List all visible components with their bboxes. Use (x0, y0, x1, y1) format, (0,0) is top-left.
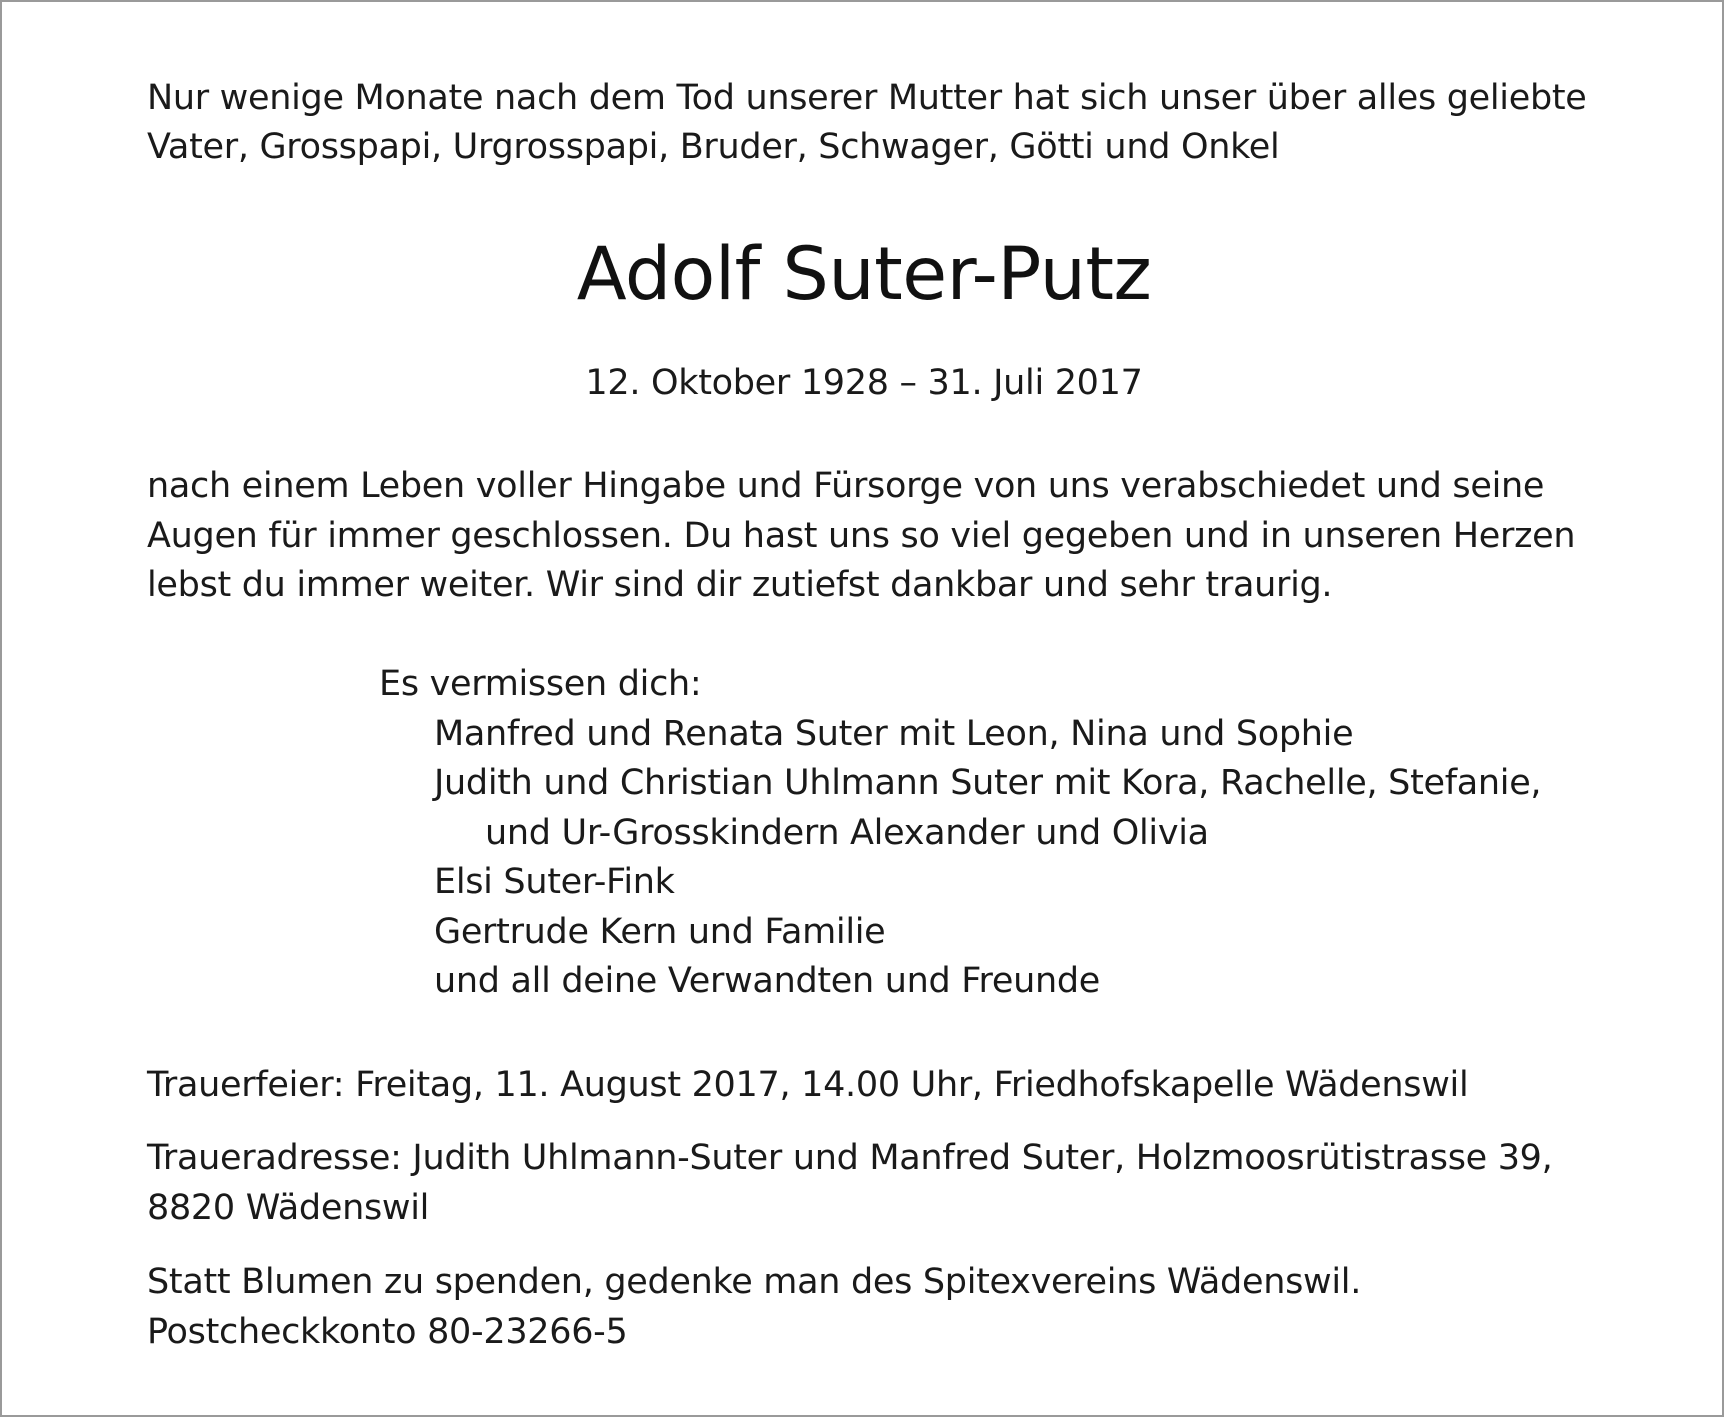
body-line-2: Augen für immer geschlossen. Du hast uns so viel gegeben und in unseren Herzen (147, 516, 1576, 556)
body-line-3: lebst du immer weiter. Wir sind dir zutiefst dankbar und sehr traurig. (147, 565, 1333, 605)
address-line-2: 8820 Wädenswil (147, 1188, 430, 1228)
mourner-line: Judith und Christian Uhlmann Suter mit Kora, Rachelle, Stefanie, (434, 763, 1542, 803)
address-line-1: Traueradresse: Judith Uhlmann-Suter und Manfred Suter, Holzmoosrütistrasse 39, (147, 1138, 1553, 1178)
mourner-line: und all deine Verwandten und Freunde (434, 961, 1100, 1001)
mourner-line: Gertrude Kern und Familie (434, 912, 886, 952)
mourners-heading: Es vermissen dich: (379, 664, 702, 704)
deceased-name: Adolf Suter-Putz (576, 232, 1152, 317)
body-line-1: nach einem Leben voller Hingabe und Fürsorge von uns verabschiedet und seine (147, 466, 1545, 506)
mourner-line-indented: und Ur-Grosskindern Alexander und Olivia (485, 813, 1209, 853)
life-dates: 12. Oktober 1928 – 31. Juli 2017 (585, 363, 1143, 403)
donation-line-1: Statt Blumen zu spenden, gedenke man des Spitexvereins Wädenswil. (147, 1262, 1362, 1302)
mourner-line: Elsi Suter-Fink (434, 862, 675, 902)
intro-line-1: Nur wenige Monate nach dem Tod unserer Mutter hat sich unser über alles geliebte (147, 78, 1587, 118)
ceremony-info: Trauerfeier: Freitag, 11. August 2017, 14.00 Uhr, Friedhofskapelle Wädenswil (147, 1065, 1469, 1105)
mourner-line: Manfred und Renata Suter mit Leon, Nina und Sophie (434, 714, 1354, 754)
intro-line-2: Vater, Grosspapi, Urgrosspapi, Bruder, Schwager, Götti und Onkel (147, 127, 1280, 167)
donation-line-2: Postcheckkonto 80-23266-5 (147, 1312, 628, 1352)
